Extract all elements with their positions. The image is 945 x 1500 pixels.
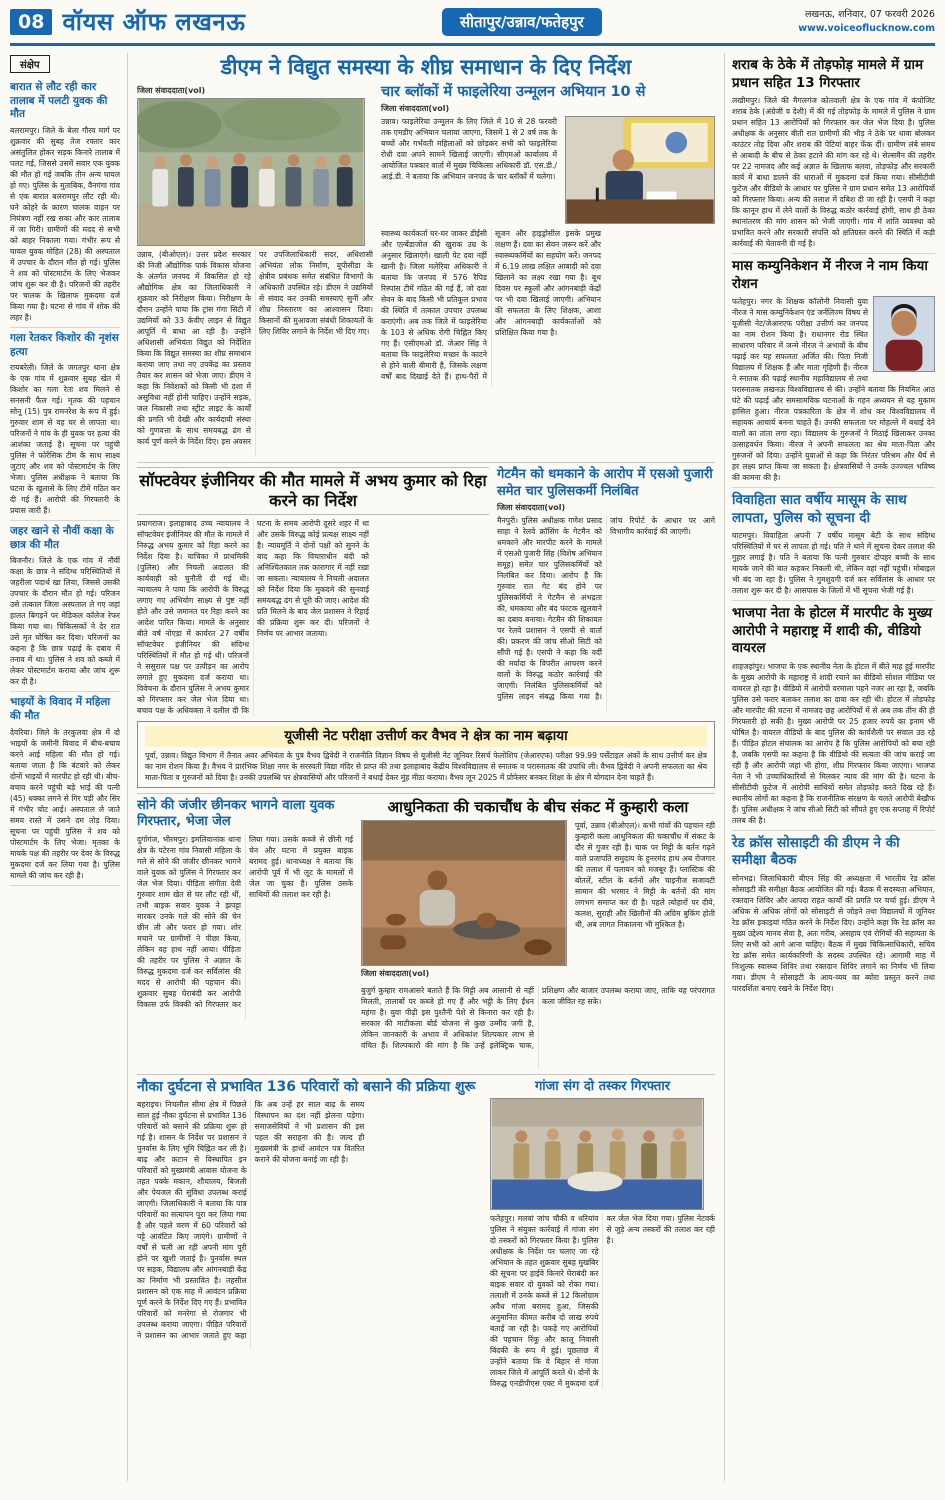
article-body: दुर्गागंज, भीरमपुर। इमलियानांक थाना क्षेत्र के पटेरना गांव निवासी महिला के गले से सोने की जंजीर छीनकर भागने वाले युवक को पुलिस ने गिरफ्तार कर जेल भेज दिया। पीड़िता संगीता देवी गुरुवार शाम खेत से घर लौट रही थीं, तभी बाइक सवार युवक ने झपट्टा मारकर उनके गले की सोने की चेन छीन ली और फरार हो गया। शोर मचाने पर ग्रामीणों ने पीछा किया, लेकिन वह हाथ नहीं आया। पीड़िता की तहरीर पर पुलिस ने अज्ञात के विरुद्ध मुकदमा दर्ज कर सर्विलांस की मदद से आरोपी की पहचान की। शुक्रवार सुबह घेराबंदी कर आरोपी विकास उर्फ विक्की को गिरफ्तार कर लिया गया। उसके कब्जे से छीनी गई चेन और घटना में प्रयुक्त बाइक बरामद हुई। थानाध्यक्ष ने बताया कि आरोपी पूर्व में भी लूट के मामलों में जेल जा चुका है। पुलिस उसके साथियों की तलाश कर रही है। (137, 834, 353, 1009)
lead-headline: डीएम ने विद्युत समस्या के शीघ्र समाधान के दिए निर्देश (220, 55, 632, 79)
article-headline: चार ब्लॉकों में फाइलेरिया उन्मूलन अभियान 10 से (381, 84, 646, 101)
article-headline: यूजीसी नेट परीक्षा उत्तीर्ण कर वैभव ने क्षेत्र का नाम बढ़ाया (145, 726, 707, 747)
article-headline: सोने की जंजीर छीनकर भागने वाला युवक गिरफ्तार, भेजा जेल (137, 798, 335, 830)
article-body: फतेहपुर। नगर के शिक्षक कॉलोनी निवासी युवा नीरज ने मास कम्युनिकेशन एंड जर्नलिज्म विषय से यूजीसी नेट/जेआरएफ परीक्षा उत्तीर्ण कर जनपद का नाम रोशन किया है। राधानगर रोड स्थित साधारण परिवार में जन्मे नीरज ने अभावों के बीच पढ़ाई कर यह सफलता अर्जित की। पिता निजी विद्यालय में शिक्षक हैं और माता गृहिणी हैं। नीरज ने स्नातक की पढ़ाई स्थानीय महाविद्यालय से तथा परास्नातक लखनऊ विश्वविद्यालय से की। उन्होंने बताया कि नियमित आठ घंटे की पढ़ाई और समसामयिक घटनाओं के गहन अध्ययन से यह मुकाम हासिल हुआ। नीरज पत्रकारिता के क्षेत्र में शोध कर विश्वविद्यालय में सहायक आचार्य बनना चाहते हैं। उनकी सफलता पर मोहल्ले में बधाई देने वालों का तांता लगा रहा। विद्यालय के गुरुजनों ने मिठाई खिलाकर उनका उत्साहवर्धन किया। नीरज ने अपनी सफलता का श्रेय माता-पिता और गुरुजनों को दिया। उन्होंने युवाओं से कहा कि निरंतर परिश्रम और धैर्य से हर लक्ष्य प्राप्त किया जा सकता है। क्षेत्रवासियों ने उनके उज्ज्वल भविष्य की कामना की है। (732, 297, 935, 483)
lead-section (137, 53, 715, 457)
article-pottery (361, 798, 715, 1069)
potter-at-wheel-photo (361, 820, 567, 966)
article-lead: पूर्वा, उन्नाव (बीओएल)। कभी गांवों की पहचान रही कुम्हारी कला आधुनिकता की चकाचौंध में संकट के दौर से गुजर रही है। चाक पर मिट्टी के बर्तन गढ़ने वाले प्रजापति समुदाय के हुनरमंद हाथ अब रोजगार की तलाश में पलायन को मजबूर हैं। प्लास्टिक की बोतलें, स्टील के बर्तनों और चाइनीज सजावटी सामान की भरमार ने मिट्टी के बर्तनों की मांग लगभग समाप्त कर दी है। पहले त्योहारों पर दीये, कलश, सुराही और खिलौनों की अग्रिम बुकिंग होती थी, अब लागत निकालना भी मुश्किल है। (575, 820, 715, 929)
article-gateman (497, 467, 715, 716)
brief-headline: बारात से लौट रही कार तालाब में पलटी युवक की मौत (10, 81, 108, 121)
article-body: सोनभद्र। जिलाधिकारी बीएन सिंह की अध्यक्षता में भारतीय रेड क्रॉस सोसाइटी की समीक्षा बैठक आयोजित की गई। बैठक में सदस्यता अभियान, रक्तदान शिविर और आपदा राहत कार्यों की प्रगति पर चर्चा हुई। डीएम ने अधिक से अधिक लोगों को सोसाइटी से जोड़ने तथा विद्यालयों में जूनियर रेड क्रॉस इकाइयां गठित करने के निर्देश दिए। उन्होंने कहा कि रेड क्रॉस का मुख्य उद्देश्य मानव सेवा है, अतः गरीब, असहाय एवं रोगियों की सहायता के लिए सभी को आगे आना चाहिए। बैठक में मुख्य चिकित्साधिकारी, सचिव रेड क्रॉस समेत कार्यकारिणी के सदस्य उपस्थित रहे। आगामी माह में निःशुल्क स्वास्थ्य शिविर तथा रक्तदान शिविर लगाने का निर्णय भी लिया गया। डीएम ने सोसाइटी के आय-व्यय का ब्योरा प्रस्तुत करने तथा पारदर्शिता बनाए रखने के निर्देश दिए। (732, 874, 935, 994)
brief-body: देवरिया। जिले के तरकुलवा क्षेत्र में दो भाइयों के जमीनी विवाद में बीच-बचाव करने आई महिला की मौत हो गई। बताया जाता है कि बंटवारे को लेकर दोनों भाइयों में मारपीट हो रही थी। बीच-बचाव करने पहुंची बड़े भाई की पत्नी (45) धक्का लगने से गिर पड़ी और सिर में गंभीर चोट आई। अस्पताल ले जाते समय रास्ते में उसने दम तोड़ दिया। सूचना पर पहुंची पुलिस ने शव को पोस्टमार्टम के लिए भेजा। मृतका के मायके पक्ष की तहरीर पर देवर के विरुद्ध मुकदमा दर्ज कर लिया गया है। पुलिस मामले की जांच कर रही है। (10, 727, 120, 880)
brief-headline: भाइयों के विवाद में महिला की मौत (10, 696, 111, 723)
byline: जिला संवाददाता(vol) (381, 104, 450, 114)
masthead-title: वॉयस ऑफ लखनऊ (62, 8, 246, 36)
article-headline: शराब के ठेके में तोड़फोड़ मामले में ग्राम प्रधान सहित 13 गिरफ्तार (732, 57, 924, 91)
brief-body: बिजनौर। जिले के एक गांव में नौवीं कक्षा के छात्र ने संदिग्ध परिस्थितियों में जहरीला पदार्थ खा लिया, जिससे उसकी उपचार के दौरान मौत हो गई। परिजन उसे तत्काल जिला अस्पताल ले गए जहां हालत बिगड़ने पर मेडिकल कॉलेज रेफर किया गया था। चिकित्सकों ने देर रात उसे मृत घोषित कर दिया। परिजनों का कहना है कि छात्र पढ़ाई के दबाव में तनाव में था। पुलिस ने शव को कब्जे में लेकर पोस्टमार्टम कराया और जांच शुरू कर दी है। (10, 556, 120, 687)
briefs-column (10, 53, 128, 1481)
byline: जिला संवाददाता(vol) (137, 86, 206, 96)
article-body: लखीमपुर। जिले की मैगलगंज कोतवाली क्षेत्र के एक गांव में कंपोजिट शराब ठेके (अंग्रेजी व देशी) में की गई तोड़फोड़ के मामले में पुलिस ने ग्राम प्रधान सहित 13 आरोपियों को गिरफ्तार कर जेल भेज दिया है। पुलिस अधीक्षक के अनुसार बीती रात ग्रामीणों की भीड़ ने ठेके पर धावा बोलकर काउंटर तोड़ दिया और शराब की पेटियां बाहर फेंक दीं। ग्रामीण लंबे समय से आबादी के बीच से ठेका हटाने की मांग कर रहे थे। सेल्समैन की तहरीर पर 22 नामजद और कई अज्ञात के खिलाफ बलवा, तोड़फोड़ और सरकारी कार्य में बाधा डालने की धाराओं में मुकदमा दर्ज किया गया। सीसीटीवी फुटेज और वीडियो के आधार पर पुलिस ने ग्राम प्रधान समेत 13 आरोपियों को गिरफ्तार किया। अन्य की तलाश में दबिश दी जा रही है। एसपी ने कहा कि कानून हाथ में लेने वालों के विरुद्ध कठोर कार्रवाई होगी, साथ ही ठेका स्थानांतरण की मांग शासन को भेजी जाएगी। गांव में शांति व्यवस्था को प्रभावित करने और सरकारी संपत्ति को क्षतिग्रस्त करने की स्थिति में कड़ी कार्रवाई की चेतावनी दी गई है। (732, 96, 935, 249)
brief-car-pond (10, 77, 120, 328)
article-body: बुजुर्ग कुम्हार रामआसरे बताते हैं कि मिट्टी अब आसानी से नहीं मिलती, तालाबों पर कब्जे हो गए हैं और भट्ठी के लिए ईंधन महंगा है। युवा पीढ़ी इस पुश्तैनी पेशे से किनारा कर रही है। सरकार की माटीकला बोर्ड योजना से कुछ उम्मीद जगी है, लेकिन जानकारी के अभाव में अधिकांश शिल्पकार लाभ से वंचित हैं। शिल्पकारों की मांग है कि उन्हें इलेक्ट्रिक चाक, प्रशिक्षण और बाजार उपलब्ध कराया जाए, ताकि यह परंपरागत कला जीवित रह सके। (361, 985, 715, 1050)
byline: जिला संवाददाता(vol) (361, 968, 430, 978)
article-liquor-vandalism (732, 53, 935, 254)
date-block (798, 8, 935, 36)
article-body: घाटमपुर। विवाहिता अपनी 7 वर्षीय मासूम बेटी के साथ संदिग्ध परिस्थितियों में घर से लापता हो गई। पति ने थाने में सूचना देकर तलाश की गुहार लगाई है। पति ने बताया कि पत्नी गुरुवार दोपहर बच्ची के साथ मायके जाने की बात कहकर निकली थी, लेकिन वहां नहीं पहुंची। मोबाइल भी बंद जा रहा है। पुलिस ने गुमशुदगी दर्ज कर सर्विलांस के आधार पर तलाश शुरू कर दी है। आसपास के जिलों में भी सूचना भेजी गई है। (732, 531, 935, 596)
article-ugc-net (137, 721, 715, 788)
police-seizure-photo (490, 1098, 704, 1210)
article-headline: सॉफ्टवेयर इंजीनियर की मौत मामले में अभय कुमार को रिहा करने का निर्देश (137, 467, 489, 515)
page-content (10, 53, 935, 1481)
page-header (10, 5, 935, 46)
article-body: फतेहपुर। मलवां जांच चौकी व थरियांव पुलिस ने संयुक्त कार्रवाई में गांजा संग दो तस्करों को गिरफ्तार किया है। पुलिस अधीक्षक के निर्देश पर चलाए जा रहे अभियान के तहत शुक्रवार सुबह मुखबिर की सूचना पर हाईवे किनारे घेराबंदी कर बाइक सवार दो युवकों को रोका गया। तलाशी में उनके कब्जे से 12 किलोग्राम अवैध गांजा बरामद हुआ, जिसकी अनुमानित कीमत करीब दो लाख रुपये बताई जा रही है। पकड़े गए आरोपियों की पहचान रिंकू और कालू निवासी बिंदकी के रूप में हुई। पूछताछ में उन्होंने बताया कि वे बिहार से गांजा लाकर जिले में आपूर्ति करते थे। दोनों के विरुद्ध एनडीपीएस एक्ट में मुकदमा दर्ज कर जेल भेज दिया गया। पुलिस नेटवर्क से जुड़े अन्य तस्करों की तलाश कर रही है। (490, 1214, 715, 1389)
website-link[interactable]: www.voiceoflucknow.com (798, 22, 935, 34)
article-body: मैनपुरी। पुलिस अधीक्षक गणेश प्रसाद साहा ने रेलवे क्रॉसिंग के गेटमैन को धमकाने और मारपीट करने के मामले में एसओ पुजारी सिंह (विशेष अभियान समूह) समेत चार पुलिसकर्मियों को निलंबित कर दिया। आरोप है कि गुरुवार रात गेट बंद होने पर पुलिसकर्मियों ने गेटमैन से अभद्रता की, धमकाया और बंद फाटक खुलवाने का दबाव बनाया। गेटमैन की शिकायत पर रेलवे प्रशासन ने एसपी से वार्ता की। प्रकरण की जांच सीओ सिटी को सौंपी गई है। एसपी ने कहा कि वर्दी की मर्यादा के विपरीत आचरण करने वालों के विरुद्ध कठोर कार्रवाई की जाएगी। निलंबित पुलिसकर्मियों को पुलिस लाइन संबद्ध किया गया है। जांच रिपोर्ट के आधार पर आगे विभागीय कार्रवाई की जाएगी। (497, 515, 715, 701)
article-headline: भाजपा नेता के होटल में मारपीट के मुख्य आरोपी ने महाराष्ट्र में शादी की, वीडियो वायरल (732, 605, 933, 657)
dm-inspection-photo (137, 98, 365, 246)
crime-craft-section (137, 793, 715, 1069)
article-body: उन्नाव, (बीओएल)। उत्तर प्रदेश सरकार की निजी औद्योगिक पार्क विकास योजना के अंतर्गत जनपद में विकसित हो रहे औद्योगिक क्षेत्र का जिलाधिकारी ने शुक्रवार को निरीक्षण किया। निरीक्षण के दौरान उन्होंने पाया कि ट्रांस गंगा सिटी में उद्यमियों को 33 केवीए लाइन से विद्युत आपूर्ति में बाधा आ रही है। उन्होंने अधिशासी अभियंता विद्युत को निर्देशित किया कि विद्युत समस्या का शीघ्र समाधान कराया जाए तथा नए उपकेंद्र का प्रस्ताव तैयार कर शासन को भेजा जाए। डीएम ने कहा कि निवेशकों को किसी भी दशा में असुविधा नहीं होनी चाहिए। उन्होंने सड़क, जल निकासी तथा स्ट्रीट लाइट के कार्यों की प्रगति भी देखी और कार्यदायी संस्था को गुणवत्ता के साथ समयबद्ध ढंग से कार्य पूर्ण करने के निर्देश दिए। इस अवसर पर उपजिलाधिकारी सदर, अधिशासी अभियंता लोक निर्माण, यूपीसीडा के क्षेत्रीय प्रबंधक समेत संबंधित विभागों के अधिकारी उपस्थित रहे। डीएम ने उद्यमियों से संवाद कर उनकी समस्याएं सुनीं और शीघ्र निस्तारण का आश्वासन दिया। किसानों की मुआवजा संबंधी शिकायतों के लिए शिविर लगाने के निर्देश भी दिए गए। (137, 250, 373, 447)
main-column (137, 53, 715, 1481)
article-mass-communication (732, 254, 935, 488)
brief-woman-death (10, 692, 120, 885)
article-gold-chain (137, 798, 353, 1069)
court-police-section (137, 462, 715, 716)
article-boat-accident (137, 1079, 482, 1389)
article-body: शाहजहांपुर। भाजपा के एक स्थानीय नेता के होटल में बीते माह हुई मारपीट के मुख्य आरोपी के महाराष्ट्र में शादी रचाने का वीडियो सोशल मीडिया पर वायरल हो रहा है। वीडियो में आरोपी वरमाला पहने नजर आ रहा है, जबकि पुलिस उसे फरार बताकर तलाश का दावा कर रही थी। होटल में तोड़फोड़ और मारपीट की घटना में नामजद छह आरोपियों में से अब तक तीन की ही गिरफ्तारी हो सकी है। मुख्य आरोपी पर 25 हजार रुपये का इनाम भी घोषित है। वायरल वीडियो के बाद पुलिस की कार्यशैली पर सवाल उठ रहे हैं। पीड़ित होटल संचालक का आरोप है कि पुलिस आरोपियों को बचा रही है, जबकि एसपी का कहना है कि वीडियो की सत्यता की जांच कराई जा रही है और आरोपी जहां भी होगा, शीघ्र गिरफ्तार किया जाएगा। भाजपा नेता ने भी उच्चाधिकारियों से मिलकर न्याय की मांग की है। घटना के सीसीटीवी फुटेज में आरोपी साथियों समेत तोड़फोड़ करते दिख रहे हैं। स्थानीय लोगों का कहना है कि राजनीतिक संरक्षण के चलते आरोपी बेखौफ हैं। पुलिस अधीक्षक ने जांच सीओ सिटी को सौंपते हुए एक सप्ताह में रिपोर्ट तलब की है। (732, 661, 935, 825)
brief-student-poison (10, 521, 120, 692)
article-headline: गेटमैन को धमकाने के आरोप में एसओ पुजारी समेत चार पुलिसकर्मी निलंबित (497, 467, 713, 499)
article-bjp-hotel (732, 601, 935, 831)
article-body: प्रयागराज। इलाहाबाद उच्च न्यायालय ने सॉफ्टवेयर इंजीनियर की मौत के मामले में निरुद्ध अभय कुमार को रिहा करने का निर्देश दिया है। याचिका में प्राथमिकी (पुलिस) और निचली अदालत की कार्यवाही को चुनौती दी गई थी। न्यायालय ने पाया कि आरोपी के विरुद्ध लगाए गए अभियोग साक्ष्य से पुष्ट नहीं होते और उसे जमानत पर रिहा करने का आदेश पारित किया। मामले के अनुसार बीते वर्ष नोएडा में कार्यरत 27 वर्षीय सॉफ्टवेयर इंजीनियर की संदिग्ध परिस्थितियों में मौत हो गई थी। परिजनों ने ससुराल पक्ष पर उत्पीड़न का आरोप लगाते हुए मुकदमा दर्ज कराया था। विवेचना के दौरान पुलिस ने अभय कुमार को गिरफ्तार कर जेल भेज दिया था। बचाव पक्ष के अधिवक्ता ने दलील दी कि घटना के समय आरोपी दूसरे शहर में था और उसके विरुद्ध कोई प्रत्यक्ष साक्ष्य नहीं है। न्यायमूर्ति ने दोनों पक्षों को सुनने के बाद कहा कि विचाराधीन बंदी को अनिश्चितकाल तक कारागार में नहीं रखा जा सकता। न्यायालय ने निचली अदालत को निर्देश दिया कि मुकदमे की सुनवाई समयबद्ध ढंग से पूरी की जाए। आदेश की प्रति मिलने के बाद जेल प्रशासन ने रिहाई की प्रक्रिया शुरू कर दी। परिजनों ने निर्णय पर आभार जताया। (137, 519, 369, 716)
brief-body: रायबरेली। जिले के जगतपुर थाना क्षेत्र के एक गांव में शुक्रवार सुबह खेत में किशोर का गला रेता शव मिलने से सनसनी फैल गई। मृतक की पहचान सोनू (15) पुत्र रामनरेश के रूप में हुई। गुरुवार शाम से वह घर से लापता था। परिजनों ने गांव के ही युवक पर हत्या की आशंका जताई है। सूचना पर पहुंची पुलिस ने फोरेंसिक टीम के साथ साक्ष्य जुटाए और शव को पोस्टमार्टम के लिए भेजा। पुलिस अधीक्षक ने बताया कि घटना के खुलासे के लिए टीमें गठित कर दी गई हैं। आरोपी की गिरफ्तारी के प्रयास जारी हैं। (10, 363, 120, 516)
article-body: बहराइच। निचलौल सीमा क्षेत्र में पिछले साल हुई नौका दुर्घटना से प्रभावित 136 परिवारों को बसाने की प्रक्रिया शुरू हो गई है। शासन के निर्देश पर प्रशासन ने पुनर्वास के लिए भूमि चिह्नित कर ली है। बाढ़ और कटान से विस्थापित इन परिवारों को मुख्यमंत्री आवास योजना के तहत पक्के मकान, शौचालय, बिजली और पेयजल की सुविधा उपलब्ध कराई जाएगी। जिलाधिकारी ने बताया कि पात्र परिवारों का सत्यापन पूरा कर लिया गया है और पहले चरण में 60 परिवारों को पट्टे आवंटित किए जाएंगे। ग्रामीणों ने वर्षों से चली आ रही अपनी मांग पूरी होने पर खुशी जताई है। पुनर्वास स्थल पर सड़क, विद्यालय और आंगनबाड़ी केंद्र का निर्माण भी प्रस्तावित है। तहसील प्रशासन को एक माह में आवंटन प्रक्रिया पूर्ण करने के निर्देश दिए गए हैं। प्रभावित परिवारों को मनरेगा से रोजगार भी उपलब्ध कराया जाएगा। पीड़ित परिवारों ने प्रशासन का आभार जताते हुए कहा कि अब उन्हें हर साल बाढ़ के समय विस्थापन का दंश नहीं झेलना पड़ेगा। समाजसेवियों ने भी प्रशासन की इस पहल की सराहना की है। जल्द ही मुख्यमंत्री के हाथों आवंटन पत्र वितरित कराने की योजना बनाई जा रही है। (137, 1100, 365, 1341)
pottery-photo-block (361, 820, 567, 981)
article-ganja (490, 1079, 715, 1389)
article-headline: नौका दुर्घटना से प्रभावित 136 परिवारों को बसाने की प्रक्रिया शुरू (137, 1078, 476, 1095)
article-headline: गांजा संग दो तस्कर गिरफ्तार (534, 1078, 671, 1094)
article-dm-inspection (137, 83, 373, 457)
article-lead: उन्नाव। फाइलेरिया उन्मूलन के लिए जिले में 10 से 28 फरवरी तक एमडीए अभियान चलाया जाएगा, जिसमें 1 से 2 वर्ष तक के बच्चों और गर्भवती महिलाओं को छोड़कर सभी को फाइलेरिया रोधी दवा अपने सामने खिलाई जाएगी। सीएमओ कार्यालय में आयोजित पत्रकार वार्ता में मुख्य चिकित्सा अधिकारी डॉ. एस.डी./आई.डी. ने बताया कि अभियान जनपद के चार ब्लॉकों में चलेगा। (381, 117, 557, 182)
article-body: स्वास्थ्य कार्यकर्ता घर-घर जाकर डीईसी और एल्बेंडाजोल की खुराक उम्र के अनुसार खिलाएंगे। खाली पेट दवा नहीं खानी है। जिला मलेरिया अधिकारी ने बताया कि जनपद में 576 रैपिड रिस्पांस टीमें गठित की गई हैं, जो दवा सेवन के बाद किसी भी प्रतिकूल प्रभाव की स्थिति में तत्काल उपचार उपलब्ध कराएंगी। अब तक जिले में फाइलेरिया के 103 से अधिक रोगी चिह्नित किए गए हैं। एसीएमओ डॉ. जेआर सिंह ने बताया कि फाइलेरिया मच्छर के काटने से होने वाली बीमारी है, जिसके लक्षण वर्षों बाद दिखाई देते हैं। हाथ-पैरों में सूजन और हाइड्रोसील इसके प्रमुख लक्षण हैं। दवा का सेवन जरूर करें और स्वास्थ्यकर्मियों का सहयोग करें। जनपद में 6.19 लाख लक्षित आबादी को दवा खिलाने का लक्ष्य रखा गया है। बूथ दिवस पर स्कूलों और आंगनबाड़ी केंद्रों पर भी दवा खिलाई जाएगी। अभियान की सफलता के लिए शिक्षक, आशा और आंगनबाड़ी कार्यकर्ताओं को प्रशिक्षित किया गया है। (381, 229, 601, 382)
article-software-engineer (137, 467, 489, 716)
right-column (724, 53, 935, 1481)
brief-body: बलरामपुर। जिले के बेला गौरव मार्ग पर शुक्रवार की सुबह तेज रफ्तार कार असंतुलित होकर सड़क किनारे तालाब में पलट गई, जिससे उसमें सवार एक युवक की मौत हो गई जबकि तीन अन्य घायल हो गए। पुलिस के मुताबिक, वैनगंगा गांव से एक बारात बलरामपुर लौट रही थी। घने कोहरे के कारण चालक वाहन पर नियंत्रण नहीं रख सका और कार तालाब में जा गिरी। ग्रामीणों की मदद से सभी को बाहर निकाला गया। गंभीर रूप से घायल युवक मोहित (28) की अस्पताल में उपचार के दौरान मौत हो गई। पुलिस ने शव को पोस्टमार्टम के लिए भेजकर जांच शुरू कर दी है। परिजनों की तहरीर पर चालक के खिलाफ मुकदमा दर्ज किया गया है। घटना से गांव में शोक की लहर है। (10, 125, 120, 322)
article-headline: विवाहिता सात वर्षीय मासूम के साथ लापता, पुलिस को सूचना दी (732, 492, 907, 526)
article-headline: रेड क्रॉस सोसाइटी की डीएम ने की समीक्षा बैठक (732, 834, 900, 869)
brief-headline: जहर खाने से नौवीं कक्षा के छात्र की मौत (10, 525, 114, 551)
neeraj-portrait-photo (873, 296, 935, 372)
filaria-briefing-photo (565, 116, 715, 224)
article-headline: आधुनिकता की चकाचौंध के बीच संकट में कुम्हारी कला (387, 798, 689, 817)
page-number: 08 (10, 9, 52, 35)
region-tab: सीतापुर/उन्नाव/फतेहपुर (442, 8, 602, 36)
edition-dateline: लखनऊ, शनिवार, 07 फरवरी 2026 (804, 8, 935, 20)
article-missing-woman (732, 488, 935, 601)
byline: जिला संवाददाता(vol) (497, 502, 566, 512)
article-red-cross (732, 831, 935, 998)
article-headline: मास कम्युनिकेशन में नीरज ने नाम किया रोशन (732, 258, 928, 292)
article-body: पूर्वा, उन्नाव। विद्युत विभाग में तैनात अवर अभियंता के पुत्र वैभव द्विवेदी ने राजनीति विज्ञान विषय से यूजीसी नेट जूनियर रिसर्च फेलोशिप (जेआरएफ) परीक्षा 99.99 पर्सेंटाइल अंकों के साथ उत्तीर्ण कर क्षेत्र का नाम रोशन किया है। वैभव ने प्रारंभिक शिक्षा नगर के सरस्वती विद्या मंदिर से प्राप्त की तथा इलाहाबाद केंद्रीय विश्वविद्यालय से स्नातक व परास्नातक की उपाधि ली। वैभव द्विवेदी ने अपनी सफलता का श्रेय माता-पिता व गुरुजनों को दिया है। उनकी उपलब्धि पर क्षेत्रवासियों और परिजनों ने बधाई देकर मुंह मीठा कराया। वैभव जून 2025 में प्रोफेसर बनकर शिक्षा के क्षेत्र में योगदान देना चाहते हैं। (145, 751, 707, 783)
briefs-section-title: संक्षेप (10, 55, 50, 73)
brief-teen-murder (10, 328, 120, 521)
brief-headline: गला रेतकर किशोर की नृशंस हत्या (10, 331, 119, 358)
bottom-section (137, 1074, 715, 1389)
article-filaria (381, 83, 715, 457)
